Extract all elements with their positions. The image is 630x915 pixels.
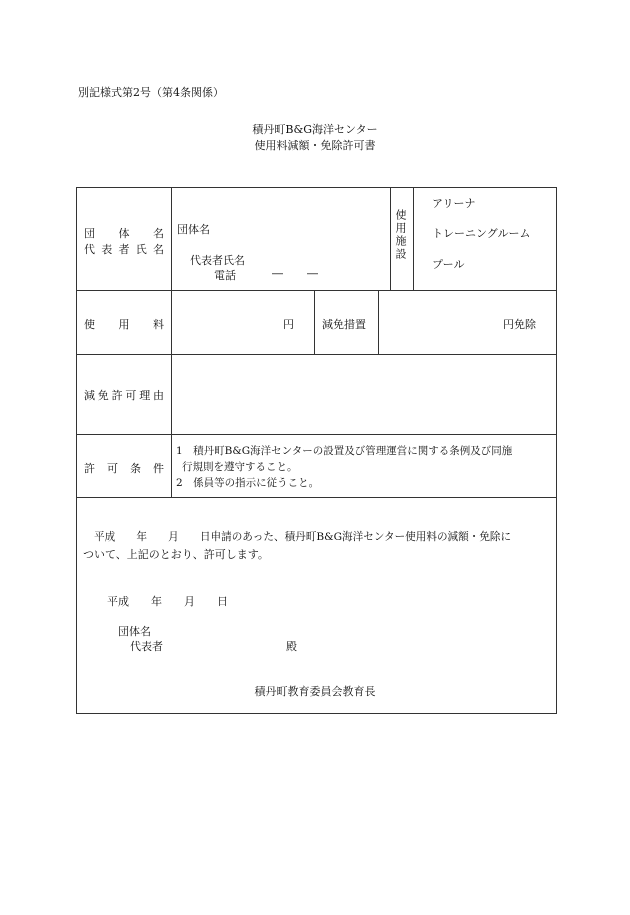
form-reference: 別記様式第2号（第4条関係） [78, 86, 224, 99]
facility-option-arena: アリーナ [432, 197, 476, 210]
facility-label-separator-right [413, 187, 414, 290]
row-separator [76, 497, 557, 498]
fee-separator-right [378, 290, 379, 354]
label-char: 許 [111, 389, 123, 402]
label-char: 減 [84, 389, 95, 402]
label-char: 名 [153, 243, 164, 256]
label-org-name [84, 225, 164, 241]
label-char: 名 [153, 227, 164, 240]
condition-1-line-1: 1 積丹町B&G海洋センターの設置及び管理運営に関する条例及び同施 [176, 445, 513, 457]
label-char: 件 [153, 462, 164, 475]
condition-2: 2 係員等の指示に従うこと。 [176, 477, 320, 489]
phone-field-label: 電話 [214, 269, 236, 282]
label-char: 可 [125, 389, 137, 402]
label-column-separator [171, 187, 172, 497]
phone-dash: ― [307, 267, 318, 280]
facility-option-training-room: トレーニングルーム [432, 227, 531, 240]
addressee-rep-label: 代表者 [130, 640, 163, 653]
label-char: 用 [118, 318, 130, 331]
title-line-2: 使用料減額・免除許可書 [254, 139, 376, 152]
label-char: 使 [84, 318, 95, 331]
table-border-left [76, 187, 77, 714]
label-char: 料 [153, 318, 164, 331]
label-char: 氏 [135, 243, 147, 256]
application-statement-line-2: ついて、上記のとおり、許可します。 [83, 548, 269, 561]
row-separator [76, 354, 557, 355]
issuer: 積丹町教育委員会教育長 [254, 685, 376, 698]
label-char: 表 [101, 243, 113, 256]
label-permit-conditions [84, 460, 164, 476]
phone-dash: ― [272, 267, 283, 280]
condition-1-line-2: 行規則を遵守すること。 [182, 461, 298, 473]
facility-label-separator-left [390, 187, 391, 290]
application-statement-line-1: 平成 年 月 日申請のあった、積丹町B&G海洋センター使用料の減額・免除に [94, 531, 512, 543]
fee-separator-left [314, 290, 315, 354]
label-char: 団 [84, 227, 95, 240]
label-char: 免 [97, 389, 109, 402]
label-char: 可 [107, 462, 118, 475]
permit-date: 平成 年 月 日 [107, 595, 228, 608]
label-char: 代 [84, 243, 95, 256]
table-border-bottom [76, 713, 557, 714]
label-char: 理 [139, 389, 151, 402]
label-char: 由 [152, 389, 164, 402]
table-border-top [76, 187, 557, 188]
facility-label: 使用施設 [394, 209, 407, 261]
row-separator [76, 434, 557, 435]
exemption-amount-unit: 円免除 [503, 318, 536, 331]
rep-name-field-label: 代表者氏名 [190, 254, 245, 267]
addressee-org-label: 団体名 [118, 625, 151, 638]
fee-yen-unit: 円 [283, 318, 294, 331]
org-name-field-label: 団体名 [177, 223, 210, 236]
title-line-1: 積丹町B&G海洋センター [252, 123, 378, 136]
row-separator [76, 290, 557, 291]
label-char: 体 [118, 227, 130, 240]
label-fee [84, 316, 164, 332]
reduction-measure-label: 減免措置 [322, 318, 366, 331]
label-char: 許 [84, 462, 95, 475]
honorific: 殿 [286, 640, 297, 653]
label-reduction-reason [84, 387, 164, 403]
facility-option-pool: プール [432, 258, 465, 271]
label-char: 者 [118, 243, 130, 256]
label-char: 条 [130, 462, 141, 475]
table-border-right [556, 187, 557, 714]
label-rep-name [84, 241, 164, 257]
